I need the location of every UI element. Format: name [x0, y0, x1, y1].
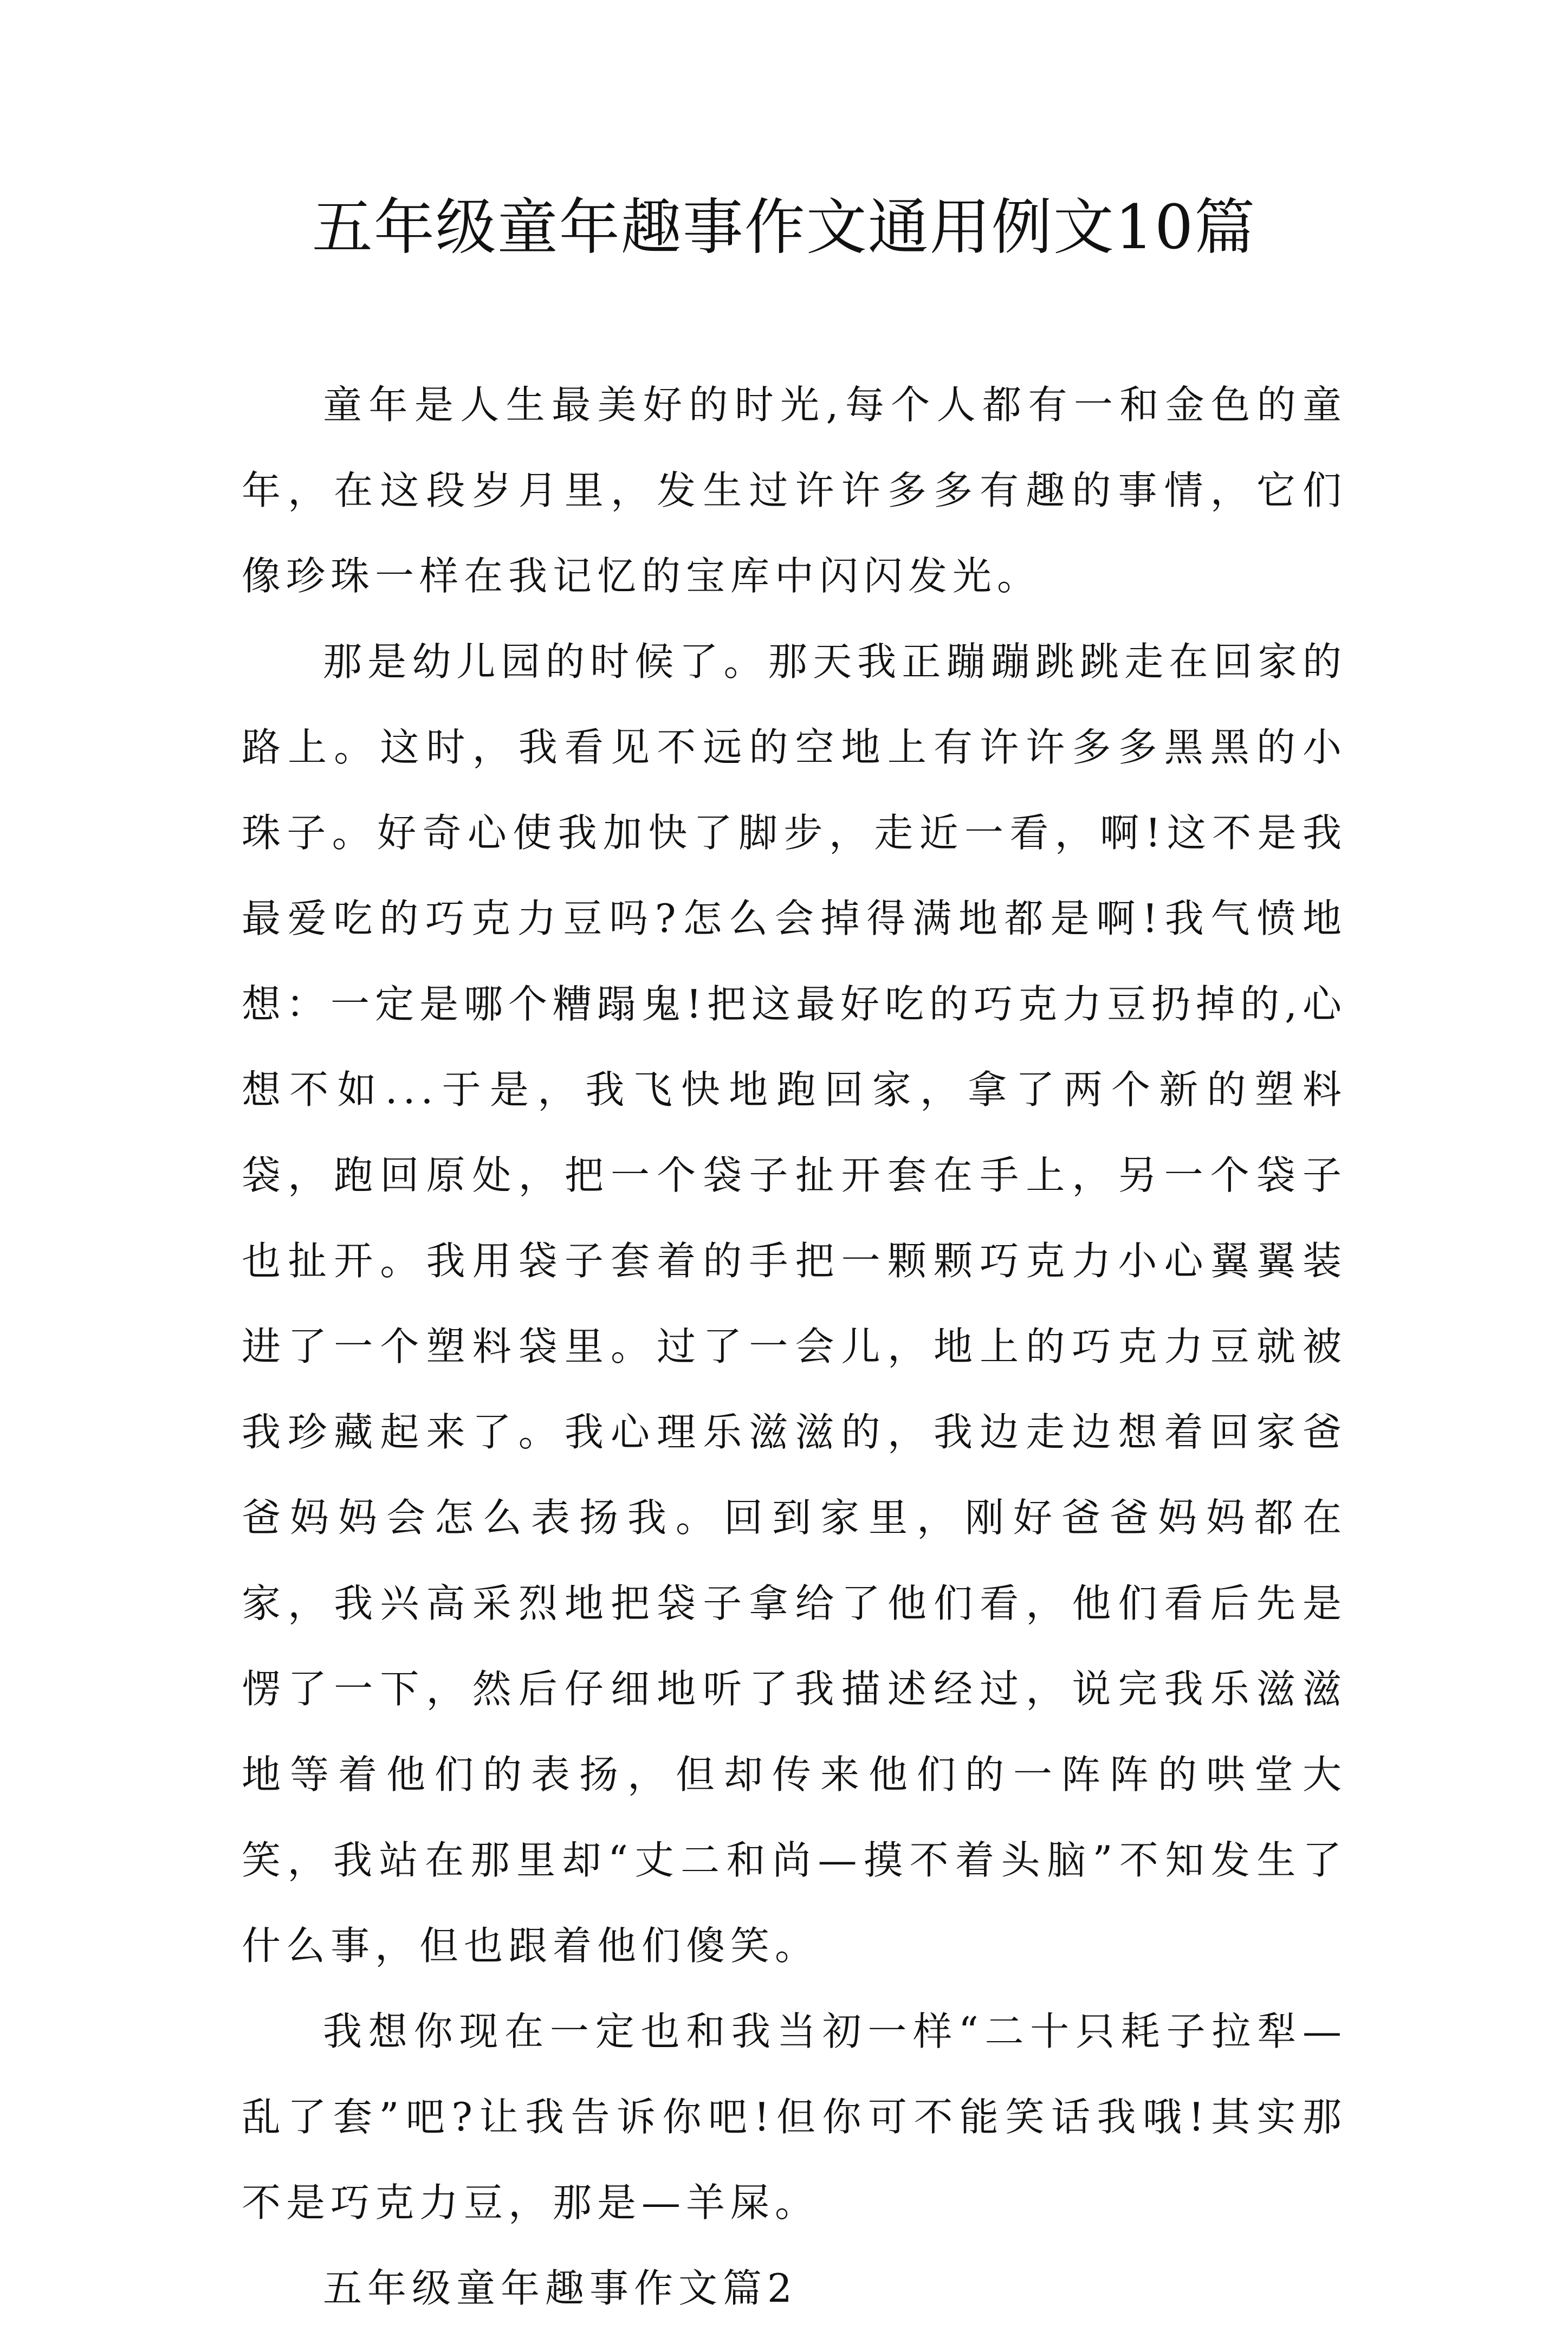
paragraph-story: 那是幼儿园的时候了。那天我正蹦蹦跳跳走在回家的路上。这时，我看见不远的空地上有许许多多黑黑的小珠子。好奇心使我加快了脚步，走近一看，啊!这不是我最爱吃的巧克力豆吗?怎么会掉得满地都是啊!我气愤地想：一定是哪个糟蹋鬼!把这最好吃的巧克力豆扔掉的,心想不如...于是，我飞快地跑回家，拿了两个新的塑料袋，跑回原处，把一个袋子扯开套在手上，另一个袋子也扯开。我用袋子套着的手把一颗颗巧克力小心翼翼装进了一个塑料袋里。过了一会儿，地上的巧克力豆就被我珍藏起来了。我心理乐滋滋的，我边走边想着回家爸爸妈妈会怎么表扬我。回到家里，刚好爸爸妈妈都在家，我兴高采烈地把袋子拿给了他们看，他们看后先是愣了一下，然后仔细地听了我描述经过，说完我乐滋滋地等着他们的表扬，但却传来他们的一阵阵的哄堂大笑，我站在那里却“丈二和尚—摸不着头脑”不知发生了什么事，但也跟着他们傻笑。	[242, 639, 1347, 1969]
document-title: 五年级童年趣事作文通用例文10篇	[312, 192, 1256, 263]
paragraph-intro: 童年是人生最美好的时光,每个人都有一和金色的童年，在这段岁月里，发生过许许多多有趣的事情，它们像珍珠一样在我记忆的宝库中闪闪发光。	[242, 382, 1347, 599]
section-heading: 五年级童年趣事作文篇2	[323, 2265, 798, 2311]
paragraph-reveal: 我想你现在一定也和我当初一样“二十只耗子拉犁—乱了套”吧?让我告诉你吧!但你可不能笑话我哦!其实那不是巧克力豆，那是—羊屎。	[242, 2009, 1347, 2225]
document-body	[242, 362, 1347, 2331]
